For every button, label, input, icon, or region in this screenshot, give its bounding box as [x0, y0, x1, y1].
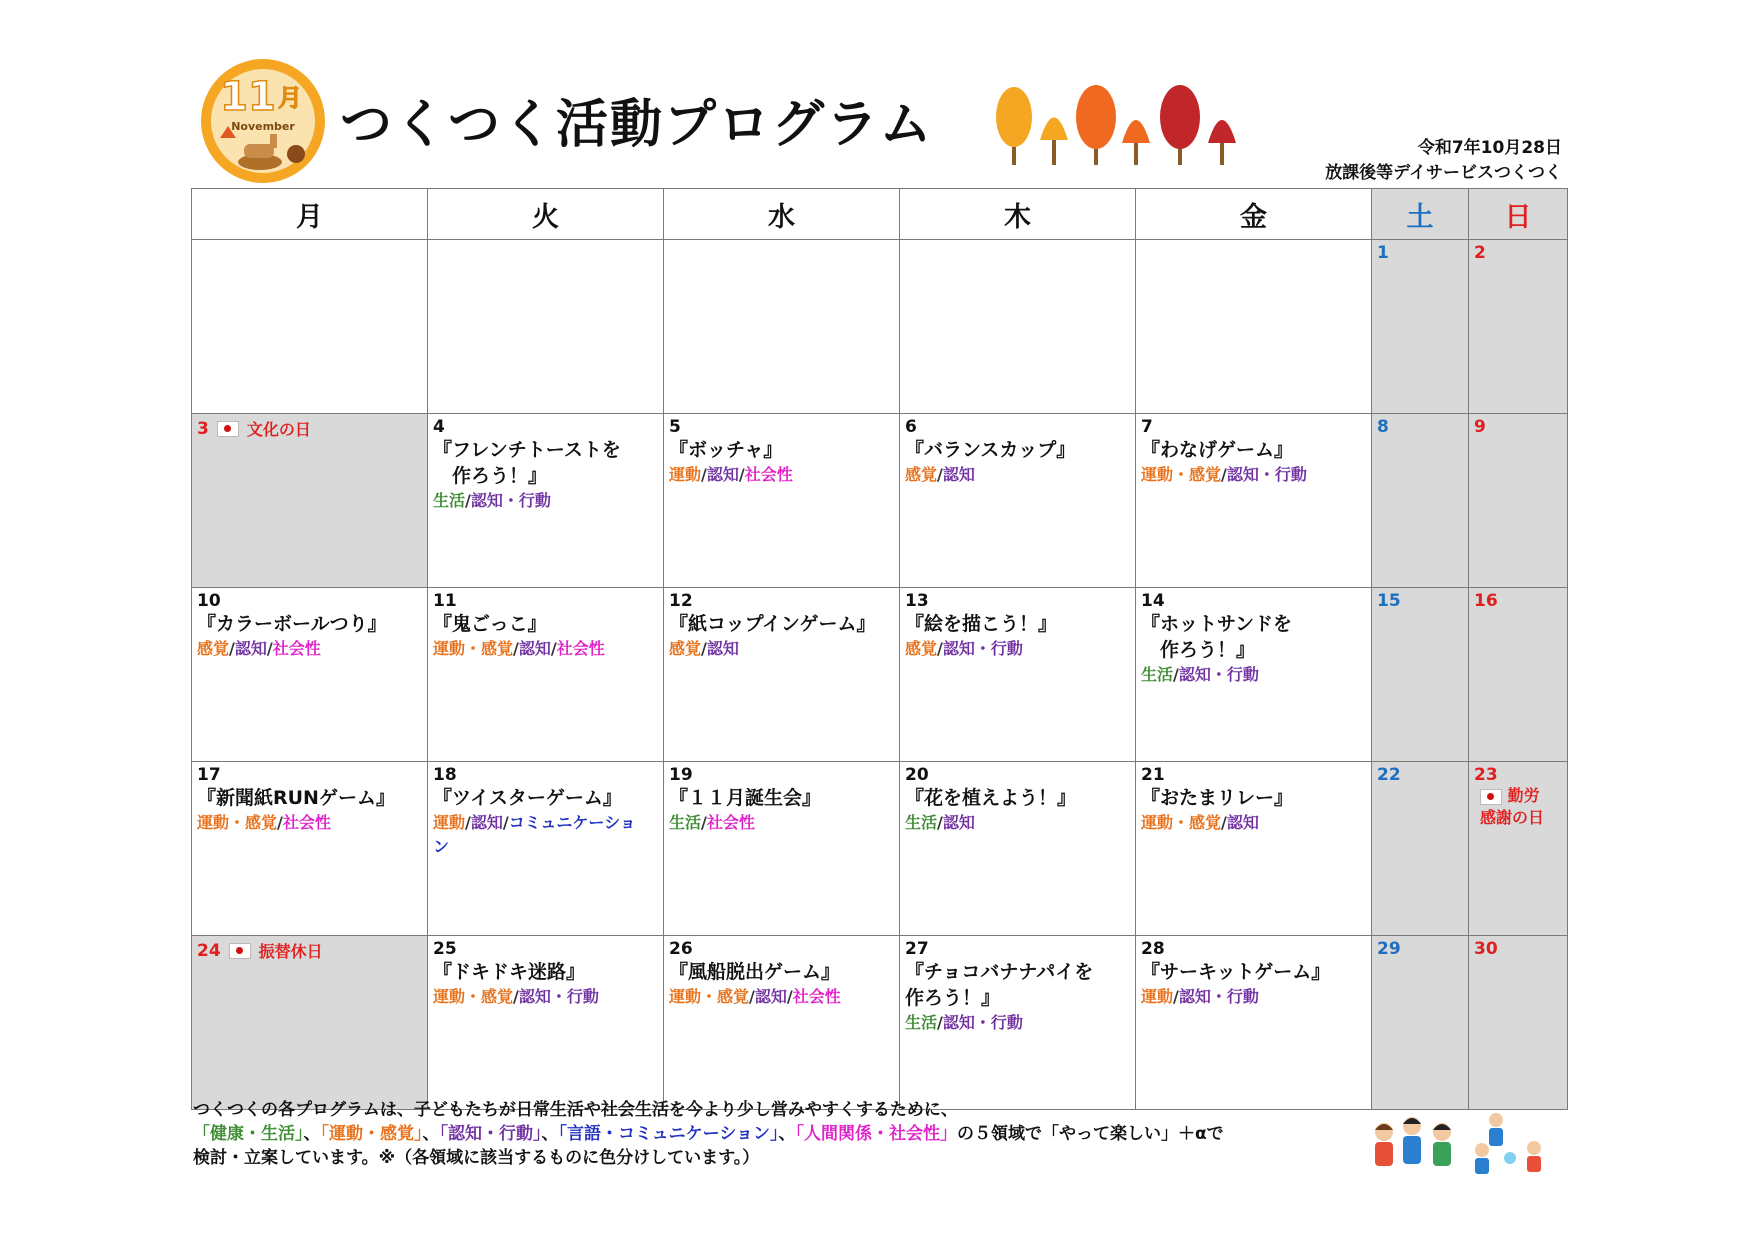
day-cell-empty: [428, 240, 664, 414]
day-cell-30: [1469, 936, 1568, 1110]
day-number: 18: [433, 765, 457, 785]
day-number: 29: [1377, 939, 1401, 959]
program-title: 『花を植えよう！』: [905, 787, 1077, 809]
day-number: 22: [1377, 765, 1401, 785]
day-cell-7: [1136, 414, 1372, 588]
november-logo: [200, 58, 326, 184]
day-cell-24: [192, 936, 428, 1110]
day-cell-14: [1136, 588, 1372, 762]
logo-month-number: 11: [220, 74, 276, 120]
day-number: 20: [905, 765, 929, 785]
day-cell-6: [900, 414, 1136, 588]
header-meta: [1325, 136, 1562, 186]
category-tags: 感覚/認知: [905, 465, 975, 484]
week-row-5: [192, 936, 1568, 1110]
day-cell-4: [428, 414, 664, 588]
day-number: 13: [905, 591, 929, 611]
weekday-sat: 土: [1372, 189, 1469, 240]
program-title-cont: 作ろう！』: [433, 465, 548, 487]
program-title: 『フレンチトーストを: [433, 439, 621, 461]
day-cell-27: [900, 936, 1136, 1110]
day-cell-8: [1372, 414, 1469, 588]
footer-note: [193, 1098, 1224, 1170]
day-number: 21: [1141, 765, 1165, 785]
holiday-name: 文化の日: [246, 420, 311, 439]
program-title: 『鬼ごっこ』: [433, 613, 547, 635]
footer-line-3: 検討・立案しています。※（各領域に該当するものに色分けしています。）: [193, 1148, 760, 1168]
category-tags: 生活/認知・行動: [1141, 665, 1259, 684]
day-cell-29: [1372, 936, 1469, 1110]
day-number: 6: [905, 417, 917, 437]
program-title: 『紙コップインゲーム』: [669, 613, 876, 635]
category-tags: 生活/認知・行動: [905, 1013, 1023, 1032]
program-title: 『新聞紙RUNゲーム』: [197, 787, 395, 809]
autumn-trees-icon: [994, 85, 1260, 170]
program-title: 『風船脱出ゲーム』: [669, 961, 841, 983]
program-title: 『ボッチャ』: [669, 439, 783, 461]
day-cell-17: [192, 762, 428, 936]
category-tags: 運動・感覚/認知・行動: [433, 987, 599, 1006]
category-tags: 感覚/認知: [669, 639, 739, 658]
footer-line-1: つくつくの各プログラムは、子どもたちが日常生活や社会生活を今より少し営みやすくするために、: [193, 1100, 958, 1120]
day-cell-23: [1469, 762, 1568, 936]
category-tags: 運動・感覚/認知・行動: [1141, 465, 1307, 484]
day-number: 11: [433, 591, 457, 611]
program-title-cont: 作ろう！』: [1141, 639, 1256, 661]
category-tags: 運動/認知・行動: [1141, 987, 1259, 1006]
day-number: 23: [1474, 765, 1498, 785]
day-cell-16: [1469, 588, 1568, 762]
day-cell-5: [664, 414, 900, 588]
day-cell-12: [664, 588, 900, 762]
category-tags: 運動/認知/社会性: [669, 465, 793, 484]
holiday-name: 振替休日: [258, 942, 323, 961]
kids-playing-icon: [1372, 1110, 1556, 1182]
weekday-wed: 水: [664, 189, 900, 240]
day-cell-21: [1136, 762, 1372, 936]
category-tags: 生活/認知: [905, 813, 975, 832]
weekday-fri: 金: [1136, 189, 1372, 240]
week-row-2: [192, 414, 1568, 588]
day-cell-26: [664, 936, 900, 1110]
weekday-thu: 木: [900, 189, 1136, 240]
logo-month-english: November: [231, 120, 295, 133]
day-number: 10: [197, 591, 221, 611]
program-title: 『１１月誕生会』: [669, 787, 822, 809]
day-number: 15: [1377, 591, 1401, 611]
weekday-header-row: [192, 189, 1568, 240]
holiday-name-cont: 感謝の日: [1480, 808, 1545, 827]
category-tags: 運動・感覚/認知: [1141, 813, 1259, 832]
day-cell-13: [900, 588, 1136, 762]
day-cell-28: [1136, 936, 1372, 1110]
program-title: 『サーキットゲーム』: [1141, 961, 1331, 983]
day-cell-9: [1469, 414, 1568, 588]
japan-flag-icon: [217, 421, 239, 437]
day-cell-18: [428, 762, 664, 936]
japan-flag-icon: [1480, 789, 1502, 805]
organization-name: 放課後等デイサービスつくつく: [1325, 163, 1562, 183]
day-number: 26: [669, 939, 693, 959]
week-row-4: [192, 762, 1568, 936]
day-cell-2: [1469, 240, 1568, 414]
day-number: 1: [1377, 243, 1389, 263]
program-title: 『カラーボールつり』: [197, 613, 387, 635]
area-relations-social: 「人間関係・社会性」: [795, 1124, 957, 1144]
weekday-tue: 火: [428, 189, 664, 240]
issue-date: 令和7年10月28日: [1417, 138, 1562, 158]
day-number: 14: [1141, 591, 1165, 611]
week-row-1: [192, 240, 1568, 414]
day-number: 5: [669, 417, 681, 437]
day-number: 24: [197, 940, 221, 961]
weekday-sun: 日: [1469, 189, 1568, 240]
category-tags: 感覚/認知・行動: [905, 639, 1023, 658]
holiday-label: [1474, 785, 1562, 829]
day-cell-25: [428, 936, 664, 1110]
day-number: 3: [197, 418, 209, 439]
day-cell-3: [192, 414, 428, 588]
program-title: 『わなげゲーム』: [1141, 439, 1294, 461]
week-row-3: [192, 588, 1568, 762]
category-tags: 運動/認知/コミュニケーショ: [433, 813, 636, 832]
program-title: 『ツイスターゲーム』: [433, 787, 622, 809]
category-tags: 運動・感覚/認知/社会性: [669, 987, 841, 1006]
category-tags: 運動・感覚/認知/社会性: [433, 639, 605, 658]
day-cell-empty: [664, 240, 900, 414]
japan-flag-icon: [229, 943, 251, 959]
program-title: 『おたまリレー』: [1141, 787, 1294, 809]
day-number: 12: [669, 591, 693, 611]
day-number: 8: [1377, 417, 1389, 437]
calendar-table: [191, 188, 1568, 1110]
category-tags: 生活/社会性: [669, 813, 755, 832]
day-number: 17: [197, 765, 221, 785]
page-title: つくつく活動プログラム: [340, 95, 934, 155]
program-title: 『チョコバナナパイを: [905, 961, 1094, 983]
program-title: 『ホットサンドを: [1141, 613, 1293, 635]
weekday-mon: 月: [192, 189, 428, 240]
area-health-life: 「健康・生活」: [193, 1124, 304, 1144]
day-cell-1: [1372, 240, 1469, 414]
day-number: 4: [433, 417, 445, 437]
holiday-name: 勤労: [1507, 786, 1540, 805]
area-movement-sense: 「運動・感覚」: [320, 1124, 423, 1144]
day-cell-empty: [1136, 240, 1372, 414]
footer-line-2-tail: の５領域で「やって楽しい」＋αで: [956, 1124, 1224, 1144]
day-number: 19: [669, 765, 693, 785]
day-cell-22: [1372, 762, 1469, 936]
area-cognition-action: 「認知・行動」: [439, 1124, 542, 1144]
day-number: 2: [1474, 243, 1486, 263]
logo-month-char: 月: [278, 84, 302, 112]
category-tags: 運動・感覚/社会性: [197, 813, 331, 832]
category-tags: 生活/認知・行動: [433, 491, 551, 510]
program-title: 『絵を描こう！』: [905, 613, 1058, 635]
day-cell-19: [664, 762, 900, 936]
day-number: 25: [433, 939, 457, 959]
program-title: 『ドキドキ迷路』: [433, 961, 586, 983]
day-cell-10: [192, 588, 428, 762]
day-number: 30: [1474, 939, 1498, 959]
category-tags-wrap: ン: [433, 837, 450, 856]
day-number: 27: [905, 939, 929, 959]
day-number: 28: [1141, 939, 1165, 959]
footer-line-2: 「健康・生活」、「運動・感覚」、「認知・行動」、「言語・コミュニケーション」、「人間関係・社会性」の５領域で「やって楽しい」＋αで: [193, 1124, 1224, 1144]
program-title-cont: 作ろう！』: [905, 987, 1001, 1009]
program-title: 『バランスカップ』: [905, 439, 1076, 461]
day-cell-empty: [192, 240, 428, 414]
day-cell-11: [428, 588, 664, 762]
day-cell-empty: [900, 240, 1136, 414]
day-number: 16: [1474, 591, 1498, 611]
day-number: 7: [1141, 417, 1153, 437]
day-cell-20: [900, 762, 1136, 936]
area-language-communication: 「言語・コミュニケーション」: [558, 1124, 779, 1144]
day-number: 9: [1474, 417, 1486, 437]
day-cell-15: [1372, 588, 1469, 762]
category-tags: 感覚/認知/社会性: [197, 639, 321, 658]
